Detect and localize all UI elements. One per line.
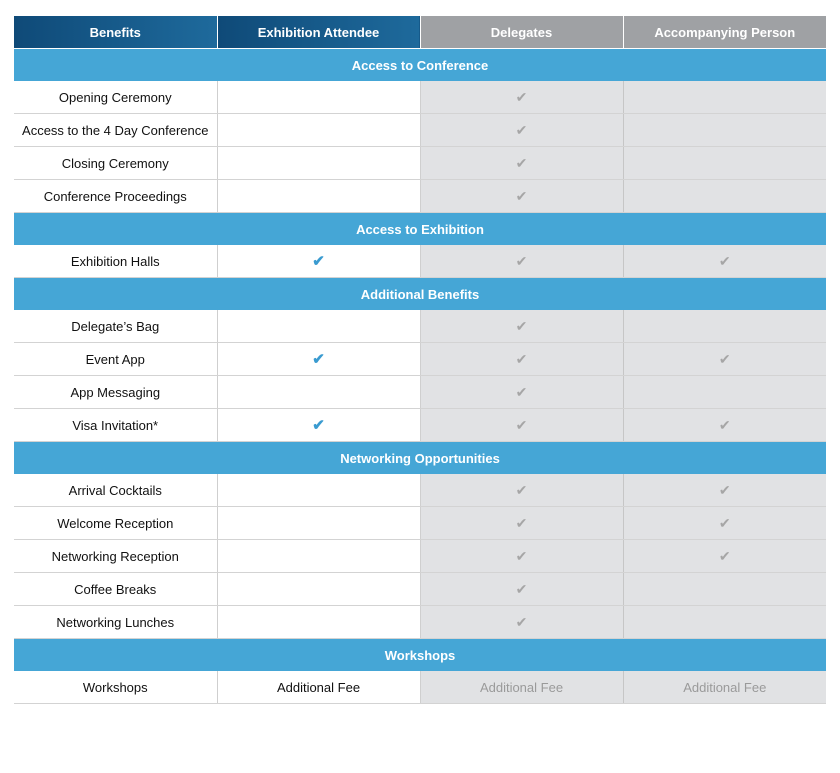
delegates-cell bbox=[420, 573, 623, 606]
benefit-cell bbox=[14, 343, 217, 376]
fee-label: Additional Fee bbox=[479, 679, 564, 695]
benefit-label: Delegate’s Bag bbox=[71, 318, 160, 334]
accompanying-person-cell bbox=[623, 180, 826, 213]
benefit-cell bbox=[14, 540, 217, 573]
checkmark-icon: ✔ bbox=[515, 350, 528, 367]
table-row bbox=[14, 507, 826, 540]
exhibition-attendee-cell bbox=[217, 147, 420, 180]
benefits-comparison-table bbox=[14, 16, 826, 704]
delegates-cell bbox=[420, 507, 623, 540]
benefit-cell bbox=[14, 573, 217, 606]
benefit-cell bbox=[14, 376, 217, 409]
accompanying-person-cell bbox=[623, 81, 826, 114]
delegates-cell bbox=[420, 81, 623, 114]
table-row bbox=[14, 573, 826, 606]
section-title: Additional Benefits bbox=[14, 278, 826, 311]
exhibition-attendee-cell bbox=[217, 573, 420, 606]
benefit-label: Event App bbox=[85, 351, 145, 367]
benefit-cell bbox=[14, 180, 217, 213]
checkmark-icon: ✔ bbox=[718, 481, 731, 498]
benefit-cell bbox=[14, 114, 217, 147]
benefit-label: Welcome Reception bbox=[57, 515, 174, 531]
fee-label: Additional Fee bbox=[276, 679, 361, 695]
accompanying-person-cell bbox=[623, 573, 826, 606]
benefit-label: Arrival Cocktails bbox=[68, 482, 162, 498]
exhibition-attendee-cell bbox=[217, 245, 420, 278]
delegates-cell bbox=[420, 376, 623, 409]
header-exhibition-attendee: Exhibition Attendee bbox=[217, 16, 420, 49]
delegates-cell bbox=[420, 114, 623, 147]
checkmark-icon: ✔ bbox=[515, 383, 528, 400]
checkmark-icon: ✔ bbox=[515, 514, 528, 531]
section-header-row bbox=[14, 49, 826, 82]
section-title: Access to Conference bbox=[14, 49, 826, 82]
section-header-row bbox=[14, 213, 826, 246]
section-title: Workshops bbox=[14, 639, 826, 672]
benefit-label: Networking Reception bbox=[51, 548, 179, 564]
checkmark-icon: ✔ bbox=[515, 154, 528, 171]
accompanying-person-cell bbox=[623, 376, 826, 409]
benefits-comparison-table-container bbox=[14, 16, 826, 704]
checkmark-icon: ✔ bbox=[515, 613, 528, 630]
checkmark-icon: ✔ bbox=[515, 317, 528, 334]
delegates-cell bbox=[420, 606, 623, 639]
exhibition-attendee-cell bbox=[217, 671, 420, 704]
section-title: Networking Opportunities bbox=[14, 442, 826, 475]
accompanying-person-cell bbox=[623, 540, 826, 573]
table-row bbox=[14, 606, 826, 639]
benefit-cell bbox=[14, 507, 217, 540]
checkmark-icon: ✔ bbox=[718, 252, 731, 269]
benefit-cell bbox=[14, 606, 217, 639]
checkmark-icon: ✔ bbox=[312, 351, 325, 368]
section-header-row bbox=[14, 639, 826, 672]
delegates-cell bbox=[420, 409, 623, 442]
table-header bbox=[14, 16, 826, 49]
benefit-label: Visa Invitation* bbox=[72, 417, 159, 433]
checkmark-icon: ✔ bbox=[718, 416, 731, 433]
delegates-cell bbox=[420, 180, 623, 213]
exhibition-attendee-cell bbox=[217, 540, 420, 573]
exhibition-attendee-cell bbox=[217, 310, 420, 343]
table-row bbox=[14, 245, 826, 278]
accompanying-person-cell bbox=[623, 147, 826, 180]
table-row bbox=[14, 409, 826, 442]
accompanying-person-cell bbox=[623, 114, 826, 147]
checkmark-icon: ✔ bbox=[515, 580, 528, 597]
accompanying-person-cell bbox=[623, 671, 826, 704]
header-row bbox=[14, 16, 826, 49]
benefit-cell bbox=[14, 310, 217, 343]
benefit-cell bbox=[14, 147, 217, 180]
table-row bbox=[14, 310, 826, 343]
benefit-cell bbox=[14, 245, 217, 278]
checkmark-icon: ✔ bbox=[718, 350, 731, 367]
table-row bbox=[14, 376, 826, 409]
table-row bbox=[14, 81, 826, 114]
delegates-cell bbox=[420, 245, 623, 278]
table-row bbox=[14, 540, 826, 573]
delegates-cell bbox=[420, 147, 623, 180]
checkmark-icon: ✔ bbox=[515, 252, 528, 269]
benefit-label: Exhibition Halls bbox=[70, 253, 160, 269]
section-header-row bbox=[14, 442, 826, 475]
benefit-label: Opening Ceremony bbox=[58, 89, 172, 105]
benefit-label: Coffee Breaks bbox=[74, 581, 157, 597]
benefit-cell bbox=[14, 409, 217, 442]
benefit-label: Access to the 4 Day Conference bbox=[22, 122, 209, 138]
table-row bbox=[14, 180, 826, 213]
accompanying-person-cell bbox=[623, 409, 826, 442]
benefit-cell bbox=[14, 474, 217, 507]
table-row bbox=[14, 343, 826, 376]
checkmark-icon: ✔ bbox=[718, 547, 731, 564]
table-row bbox=[14, 114, 826, 147]
checkmark-icon: ✔ bbox=[515, 416, 528, 433]
delegates-cell bbox=[420, 671, 623, 704]
benefit-label: Networking Lunches bbox=[56, 614, 175, 630]
table-row bbox=[14, 474, 826, 507]
accompanying-person-cell bbox=[623, 343, 826, 376]
exhibition-attendee-cell bbox=[217, 114, 420, 147]
exhibition-attendee-cell bbox=[217, 474, 420, 507]
benefit-cell bbox=[14, 81, 217, 114]
checkmark-icon: ✔ bbox=[515, 121, 528, 138]
exhibition-attendee-cell bbox=[217, 81, 420, 114]
header-delegates: Delegates bbox=[420, 16, 623, 49]
exhibition-attendee-cell bbox=[217, 606, 420, 639]
exhibition-attendee-cell bbox=[217, 376, 420, 409]
header-benefits: Benefits bbox=[14, 16, 217, 49]
section-header-row bbox=[14, 278, 826, 311]
checkmark-icon: ✔ bbox=[312, 417, 325, 434]
header-accompanying-person: Accompanying Person bbox=[623, 16, 826, 49]
section-title: Access to Exhibition bbox=[14, 213, 826, 246]
accompanying-person-cell bbox=[623, 474, 826, 507]
delegates-cell bbox=[420, 310, 623, 343]
benefit-cell bbox=[14, 671, 217, 704]
accompanying-person-cell bbox=[623, 245, 826, 278]
benefit-label: Closing Ceremony bbox=[61, 155, 169, 171]
checkmark-icon: ✔ bbox=[718, 514, 731, 531]
fee-label: Additional Fee bbox=[683, 679, 767, 695]
checkmark-icon: ✔ bbox=[515, 88, 528, 105]
exhibition-attendee-cell bbox=[217, 409, 420, 442]
checkmark-icon: ✔ bbox=[515, 547, 528, 564]
checkmark-icon: ✔ bbox=[515, 481, 528, 498]
benefit-label: Conference Proceedings bbox=[43, 188, 187, 204]
accompanying-person-cell bbox=[623, 310, 826, 343]
checkmark-icon: ✔ bbox=[312, 253, 325, 270]
benefit-label: App Messaging bbox=[70, 384, 161, 400]
exhibition-attendee-cell bbox=[217, 180, 420, 213]
exhibition-attendee-cell bbox=[217, 507, 420, 540]
delegates-cell bbox=[420, 540, 623, 573]
checkmark-icon: ✔ bbox=[515, 187, 528, 204]
exhibition-attendee-cell bbox=[217, 343, 420, 376]
table-row bbox=[14, 671, 826, 704]
delegates-cell bbox=[420, 343, 623, 376]
table-body bbox=[14, 49, 826, 704]
delegates-cell bbox=[420, 474, 623, 507]
table-row bbox=[14, 147, 826, 180]
accompanying-person-cell bbox=[623, 606, 826, 639]
accompanying-person-cell bbox=[623, 507, 826, 540]
benefit-label: Workshops bbox=[82, 679, 148, 695]
